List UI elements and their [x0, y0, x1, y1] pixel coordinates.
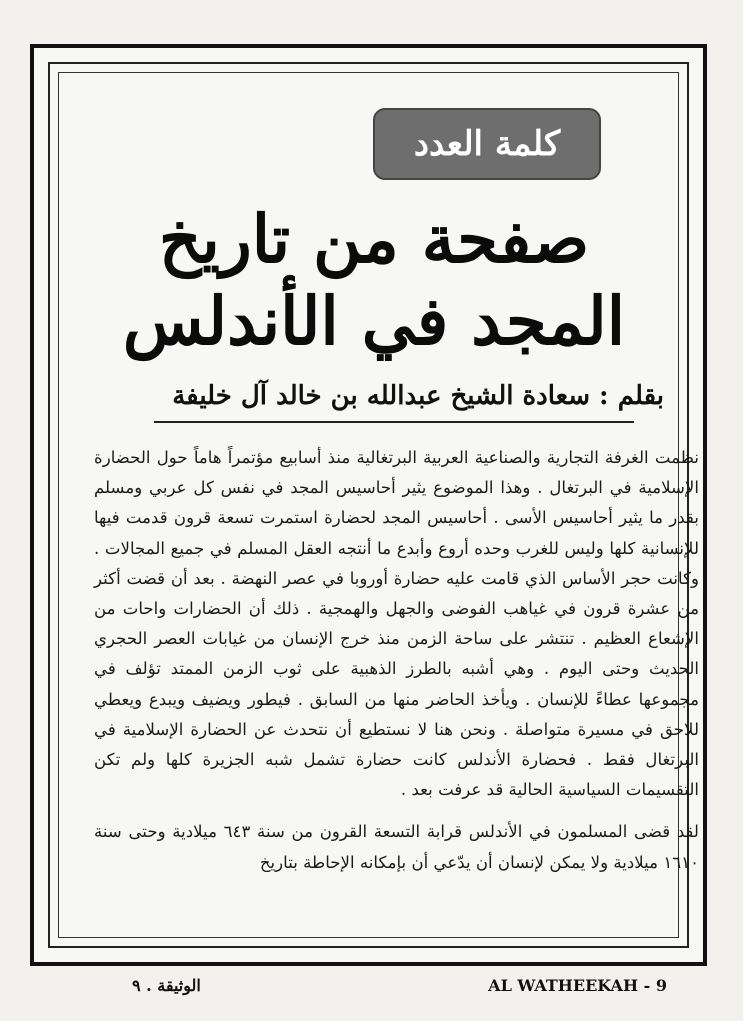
article-body [94, 443, 699, 878]
article-paragraph-2: لقد قضى المسلمون في الأندلس قرابة التسعة القرون من سنة ٦٤٣ ميلادية وحتى سنة ١٦١٠ ميلادية ولا يمكن لإنسان أن يدّعي أن بإمكانه الإحاطة بتاريخ [94, 822, 699, 872]
article-paragraph-1: نظمت الغرفة التجارية والصناعية العربية البرتغالية منذ أسابيع مؤتمراً هاماً حول الحضارة الإسلامية في البرتغال . وهذا الموضوع يثير أحاسيس المجد في نفس كل عربي ومسلم بقدر ما يثير أحاسيس الأسى . أحاسيس المجد لحضارة استمرت تسعة قرون قدمت فيها للإنسانية كلها وليس للغرب وحده أروع وأبدع ما أنتجه العقل المسلم في جميع المجالات . وكانت حجر الأساس الذي قامت عليه حضارة أوروبا في عصر النهضة . بعد أن قضت أكثر من عشرة قرون في غياهب الفوضى والجهل والهمجية . ذلك أن الحضارات واحات من الإشعاع العظيم . تنتشر على ساحة الزمن منذ خرج الإنسان من غيابات العصر الحجري الحديث وحتى اليوم . وهي أشبه بالطرز الذهبية على ثوب الزمن الممتد تؤلف في مجموعها عطاءً للإنسان . ويأخذ الحاضر منها من السابق . فيطور ويضيف ويبدع ويعطي للاحق في مسيرة متواصلة . ونحن هنا لا نستطيع أن نتحدث عن الحضارة الإسلامية في البرتغال فقط . فحضارة الأندلس كانت حضارة تشمل شبه الجزيرة كلها ولم تكن التقسيمات السياسية الحالية قد عرفت بعد . [94, 448, 699, 800]
footer-page-label-latin: AL WATHEEKAH - 9 [488, 976, 667, 995]
byline-rule [154, 421, 634, 423]
footer-page-label-arabic: الوثيقة . ٩ [132, 976, 201, 995]
author-byline: بقلم : سعادة الشيخ عبدالله بن خالد آل خليفة [172, 381, 664, 411]
section-badge-label: كلمة العدد [413, 124, 561, 164]
article-title-line-2: المجد في الأندلس [122, 282, 626, 360]
section-badge [373, 108, 601, 180]
page-frame [30, 44, 707, 966]
article-title-line-1: صفحة من تاريخ [158, 200, 590, 278]
